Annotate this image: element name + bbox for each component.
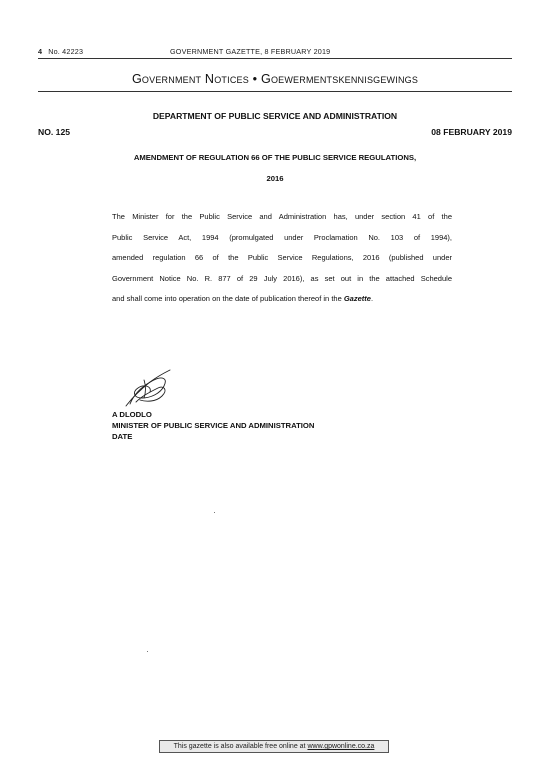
signatory-date-label: DATE xyxy=(112,432,133,441)
body-line: The Minister for the Public Service and Administration has, under section 41 of the xyxy=(112,212,452,221)
gazette-word: Gazette xyxy=(343,294,371,303)
body-end: . xyxy=(370,294,374,303)
department-name: DEPARTMENT OF PUBLIC SERVICE AND ADMINISTRATION xyxy=(152,111,398,121)
section-title-english: Government Notices xyxy=(131,72,249,86)
signatory-block xyxy=(112,409,314,442)
section-title-afrikaans: Goewermentskennisgewings xyxy=(260,72,419,86)
scan-speck xyxy=(214,512,215,513)
footer-link[interactable]: www.gpwonline.co.za xyxy=(307,743,375,750)
signatory-title: MINISTER OF PUBLIC SERVICE AND ADMINISTRATION xyxy=(112,421,315,430)
body-line: Government Notice No. R. 877 of 29 July 2016), as set out in the attached Schedule xyxy=(112,273,452,283)
section-rule xyxy=(38,91,512,92)
running-header xyxy=(38,47,512,56)
scan-speck xyxy=(147,651,148,652)
issue-number: No. 42223 xyxy=(48,47,84,56)
body-line: Public Service Act, 1994 (promulgated under Proclamation No. 103 of 1994), xyxy=(112,232,452,242)
notice-heading-line-2: 2016 xyxy=(266,174,284,183)
body-line-last xyxy=(112,289,452,310)
body-line-text: and shall come into operation on the date of publication thereof in the xyxy=(112,294,342,303)
gazette-line: GOVERNMENT GAZETTE, 8 FEBRUARY 2019 xyxy=(170,47,331,56)
footer-notice xyxy=(159,740,389,753)
header-rule xyxy=(38,58,512,59)
signature-image xyxy=(120,368,180,410)
notice-number: NO. 125 xyxy=(38,127,71,137)
page-number: 4 xyxy=(38,47,43,56)
body-line: amended regulation 66 of the Public Service Regulations, 2016 (published under xyxy=(112,253,452,262)
notice-body xyxy=(112,207,452,310)
section-title-separator: • xyxy=(252,72,258,86)
signatory-name: A DLODLO xyxy=(112,410,152,419)
notice-heading-line-1: AMENDMENT OF REGULATION 66 OF THE PUBLIC SERVICE REGULATIONS, xyxy=(133,153,417,162)
notice-date: 08 FEBRUARY 2019 xyxy=(431,127,512,137)
section-title xyxy=(38,72,512,86)
footer-text: This gazette is also available free online at xyxy=(173,743,306,750)
